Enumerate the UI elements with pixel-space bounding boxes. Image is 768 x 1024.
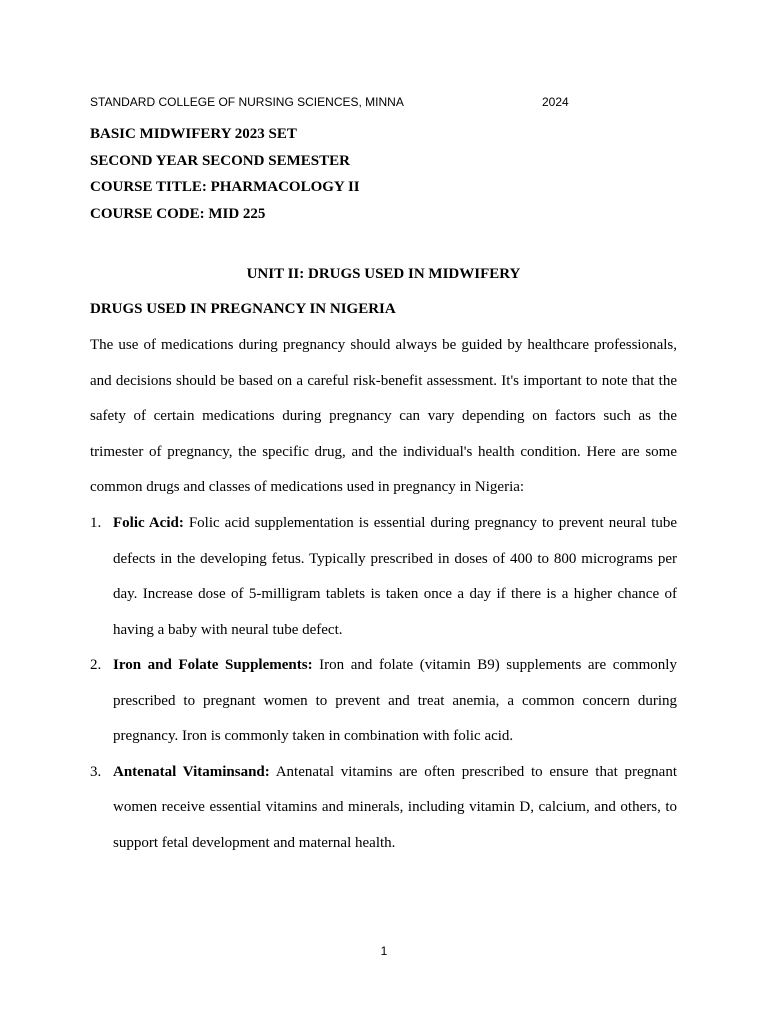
course-title: COURSE TITLE: PHARMACOLOGY II — [90, 179, 360, 195]
item-number: 1. — [90, 515, 102, 531]
item-text: Antenatal vitamins are often prescribed to ensure that pregnant women receive essential vitamins and minerals, including vitamin D, calcium, and others, to support fetal development and maternal health. — [113, 763, 678, 851]
course-info — [90, 121, 680, 227]
list-item — [90, 648, 677, 755]
item-term: Folic Acid: — [113, 515, 184, 531]
section-title: DRUGS USED IN PREGNANCY IN NIGERIA — [90, 301, 396, 317]
header-year: 2024 — [542, 95, 569, 109]
item-term: Antenatal Vitaminsand: — [113, 763, 270, 780]
course-code: COURSE CODE: MID 225 — [90, 205, 266, 222]
item-text: Iron and folate (vitamin B9) supplements are commonly prescribed to pregnant women to prevent and treat anemia, a common concern during pregnancy. Iron is commonly taken in combination with folic acid. — [113, 657, 677, 744]
intro-paragraph: The use of medications during pregnancy should always be guided by healthcare professionals, and decisions should be based on a careful risk-benefit assessment. It's important to note that the safety of certain medications during pregnancy can vary depending on factors such as the trimester of pregnancy, the specific drug, and the individual's health condition. Here are some common drugs and classes of medications used in pregnancy in Nigeria: — [90, 337, 677, 495]
page-number: 1 — [380, 944, 388, 958]
drug-list — [90, 506, 677, 861]
list-item — [90, 755, 677, 862]
unit-title: UNIT II: DRUGS USED IN MIDWIFERY — [246, 266, 521, 282]
item-term: Iron and Folate Supplements: — [113, 657, 313, 673]
page-header — [90, 95, 690, 109]
item-text: Folic acid supplementation is essential during pregnancy to prevent neural tube defects in the developing fetus. Typically prescribed in doses of 400 to 800 micrograms per day. Increase dose of 5-milligram tablets is taken once a day if there is a higher chance of having a baby with neural tube defect. — [113, 515, 678, 638]
course-semester: SECOND YEAR SECOND SEMESTER — [90, 152, 350, 169]
list-item — [90, 506, 677, 648]
item-number: 2. — [90, 657, 102, 673]
institution-name: STANDARD COLLEGE OF NURSING SCIENCES, MINNA — [90, 95, 404, 109]
item-number: 3. — [90, 763, 102, 780]
course-set: BASIC MIDWIFERY 2023 SET — [90, 126, 297, 142]
